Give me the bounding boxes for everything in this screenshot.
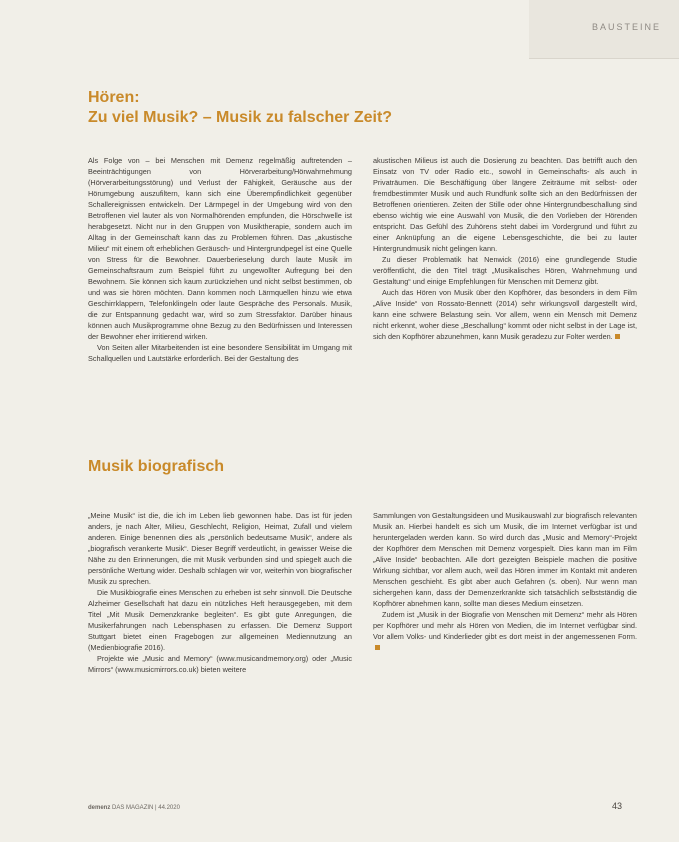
paragraph-text: Zudem ist „Musik in der Biografie von Menschen mit Demenz“ mehr als Hören per Kopfhörer und mehr als Hören von Medien, die im Internet verfügbar sind. Vor allem Volks- und Kinderlieder gibt es dort meist in der angemessenen Form.	[373, 610, 637, 641]
article1-column-left	[88, 155, 352, 364]
journal-name: demenz	[88, 805, 111, 811]
paragraph: akustischen Milieus ist auch die Dosierung zu beachten. Das betrifft auch den Einsatz von TV oder Radio etc., sowohl in Gemeinschafts- als auch in Privaträumen. Die Beschäftigung über längere Zeiträume mit selbst- oder fremdbestimmter Musik und auch Rundfunk sollte sich an den Bedürfnissen der Betroffenen orientieren. Zeiten der Stille oder ohne Hintergrundbeschallung sind ebenso wichtig wie eine Auswahl von Musik, die den Vorlieben der Hörenden entspricht. Das Gefühl des Zuhörens steht dabei im Vordergrund und führt zu einer Anknüpfung an die eigene Lebensgeschichte, die bei zu lauter Hintergrundmusik nicht gelingen kann.	[373, 156, 637, 253]
paragraph: Als Folge von – bei Menschen mit Demenz regelmäßig auftretenden – Beeinträchtigungen von Hörverarbeitung/Hörwahrnehmung (Hörverarbeitungsstörung) und Verlust der Fähigkeit, Geräusche aus der Hörumgebung auszufiltern, kann sich eine Überempfindlichkeit gegenüber Schallereignissen entwickeln. Der Lärmpegel in der Umgebung wird von den Betroffenen viel lauter als von Normalhörenden empfunden, die Hörschwelle ist herabgesetzt. Nicht nur in den Gruppen von Musiktherapie, sondern auch im Alltag in der Gemeinschaft kann das zu Problemen führen. Das „akustische Milieu“ mit einem oft erheblichen Geräusch- und Hintergrundpegel ist eine Quelle von Stress für die Bewohner. Dauerberieselung durch laute Musik im Gemeinschaftsraum zum Beispiel führt zu ungewollter Aufregung bei den Bewohnern. Sie können sich kaum zurückziehen und nicht selbst bestimmen, ob und was sie hören möchten. Dann kommen noch Lärmquellen hinzu wie etwa Geschirrklappern, Telefonklingeln oder laute Gespräche des Personals. Musik, die zur Entspannung gedacht war, wird so zum Stressfaktor. Darüber hinaus können auch Musikprogramme ohne Bezug zu den Bedürfnissen und Interessen der Bewohner eher irritierend wirken.	[88, 156, 352, 341]
paragraph: Von Seiten aller Mitarbeitenden ist eine besondere Sensibilität im Umgang mit Schallquellen und Lautstärke erforderlich. Bei der Gestaltung des	[88, 343, 352, 363]
footer-journal	[88, 805, 180, 811]
paragraph: Projekte wie „Music and Memory“ (www.musicandmemory.org) oder „Music Mirrors“ (www.musicmirrors.co.uk) bieten weitere	[88, 654, 352, 674]
article2-column-right	[373, 510, 637, 653]
title-line-2: Zu viel Musik? – Musik zu falscher Zeit?	[88, 109, 393, 126]
header-divider	[529, 58, 679, 59]
article-title-musik-biografisch: Musik biografisch	[88, 458, 225, 475]
paragraph-last	[373, 609, 637, 653]
page-number: 43	[612, 801, 623, 811]
article2-column-left	[88, 510, 352, 675]
title-line-1: Hören:	[88, 89, 140, 106]
paragraph-text: Auch das Hören von Musik über den Kopfhörer, das besonders in dem Film „Alive Inside“ von Rossato-Bennett (2014) sehr wirkungsvoll dargestellt wird, kann eine schwere Belastung sein. Vor allem, wenn ein Mensch mit Demenz nicht erkennt, woher diese „Beschallung“ kommt oder nicht selbst in der Lage ist, sich den Kopfhörer abzunehmen, kann Musik geradezu zur Folter werden.	[373, 288, 637, 341]
paragraph: Sammlungen von Gestaltungsideen und Musikauswahl zur biografisch relevanten Musik an. Hierbei handelt es sich um Musik, die im Internet verfügbar ist und heruntergeladen werden kann. So wird durch das „Music and Memory“-Projekt der Kopfhörer dem Menschen mit Demenz vorgespielt. Dies kann man im Film „Alive Inside“ beobachten. Alle dort gezeigten Beispiele machen die positive Wirkung sichtbar, vor allem auch, weil das Hören immer im Kontakt mit anderen Menschen geschieht. Es gibt aber auch Gefahren (s. oben). Nur wenn man sichergehen kann, dass der Demenzerkrankte sich tatsächlich selbstständig die Kopfhörer abnehmen kann, sollte man dieses Medium einsetzen.	[373, 511, 637, 608]
paragraph: „Meine Musik“ ist die, die ich im Leben lieb gewonnen habe. Das ist für jeden anders, je nach Alter, Milieu, Geschlecht, Religion, Heimat, Zufall und vielem anderen. Einige benennen dies als „persönlich bedeutsame Musik“, andere als „biografisch verankerte Musik“. Dieser Begriff verdeutlicht, in gewisser Weise die Nähe zu den Erinnerungen, die mit Musik verbunden sind und spiegelt auch die persönliche Wertung wider. Deshalb schlagen wir vor, weiterhin von biografischer Musik zu sprechen.	[88, 511, 352, 586]
article-title-hoeren	[88, 88, 568, 128]
end-mark-icon	[615, 334, 620, 339]
paragraph: Zu dieser Problematik hat Nenwick (2016) eine grundlegende Studie veröffentlicht, die den Titel trägt „Musikalisches Hören, Wahrnehmung und Gestaltung“ und einige Empfehlungen für Menschen mit Demenz gibt.	[373, 255, 637, 286]
paragraph-last	[373, 287, 637, 342]
section-label: BAUSTEINE	[591, 22, 661, 32]
paragraph: Die Musikbiografie eines Menschen zu erheben ist sehr sinnvoll. Die Deutsche Alzheimer Gesellschaft hat dazu ein nützliches Heft herausgegeben, mit dem Titel „Mit Musik Demenzkranke begleiten“. Es gibt gute Anregungen, die Musikerfahrungen nach Lebensphasen zu erfassen. Die Demenz Support Stuttgart bietet einen Fragebogen zur allgemeinen Mediennutzung an (Medienbiografie 2016).	[88, 588, 352, 652]
journal-issue: DAS MAGAZIN | 44.2020	[112, 805, 180, 811]
article1-column-right	[373, 155, 637, 342]
end-mark-icon	[375, 645, 380, 650]
